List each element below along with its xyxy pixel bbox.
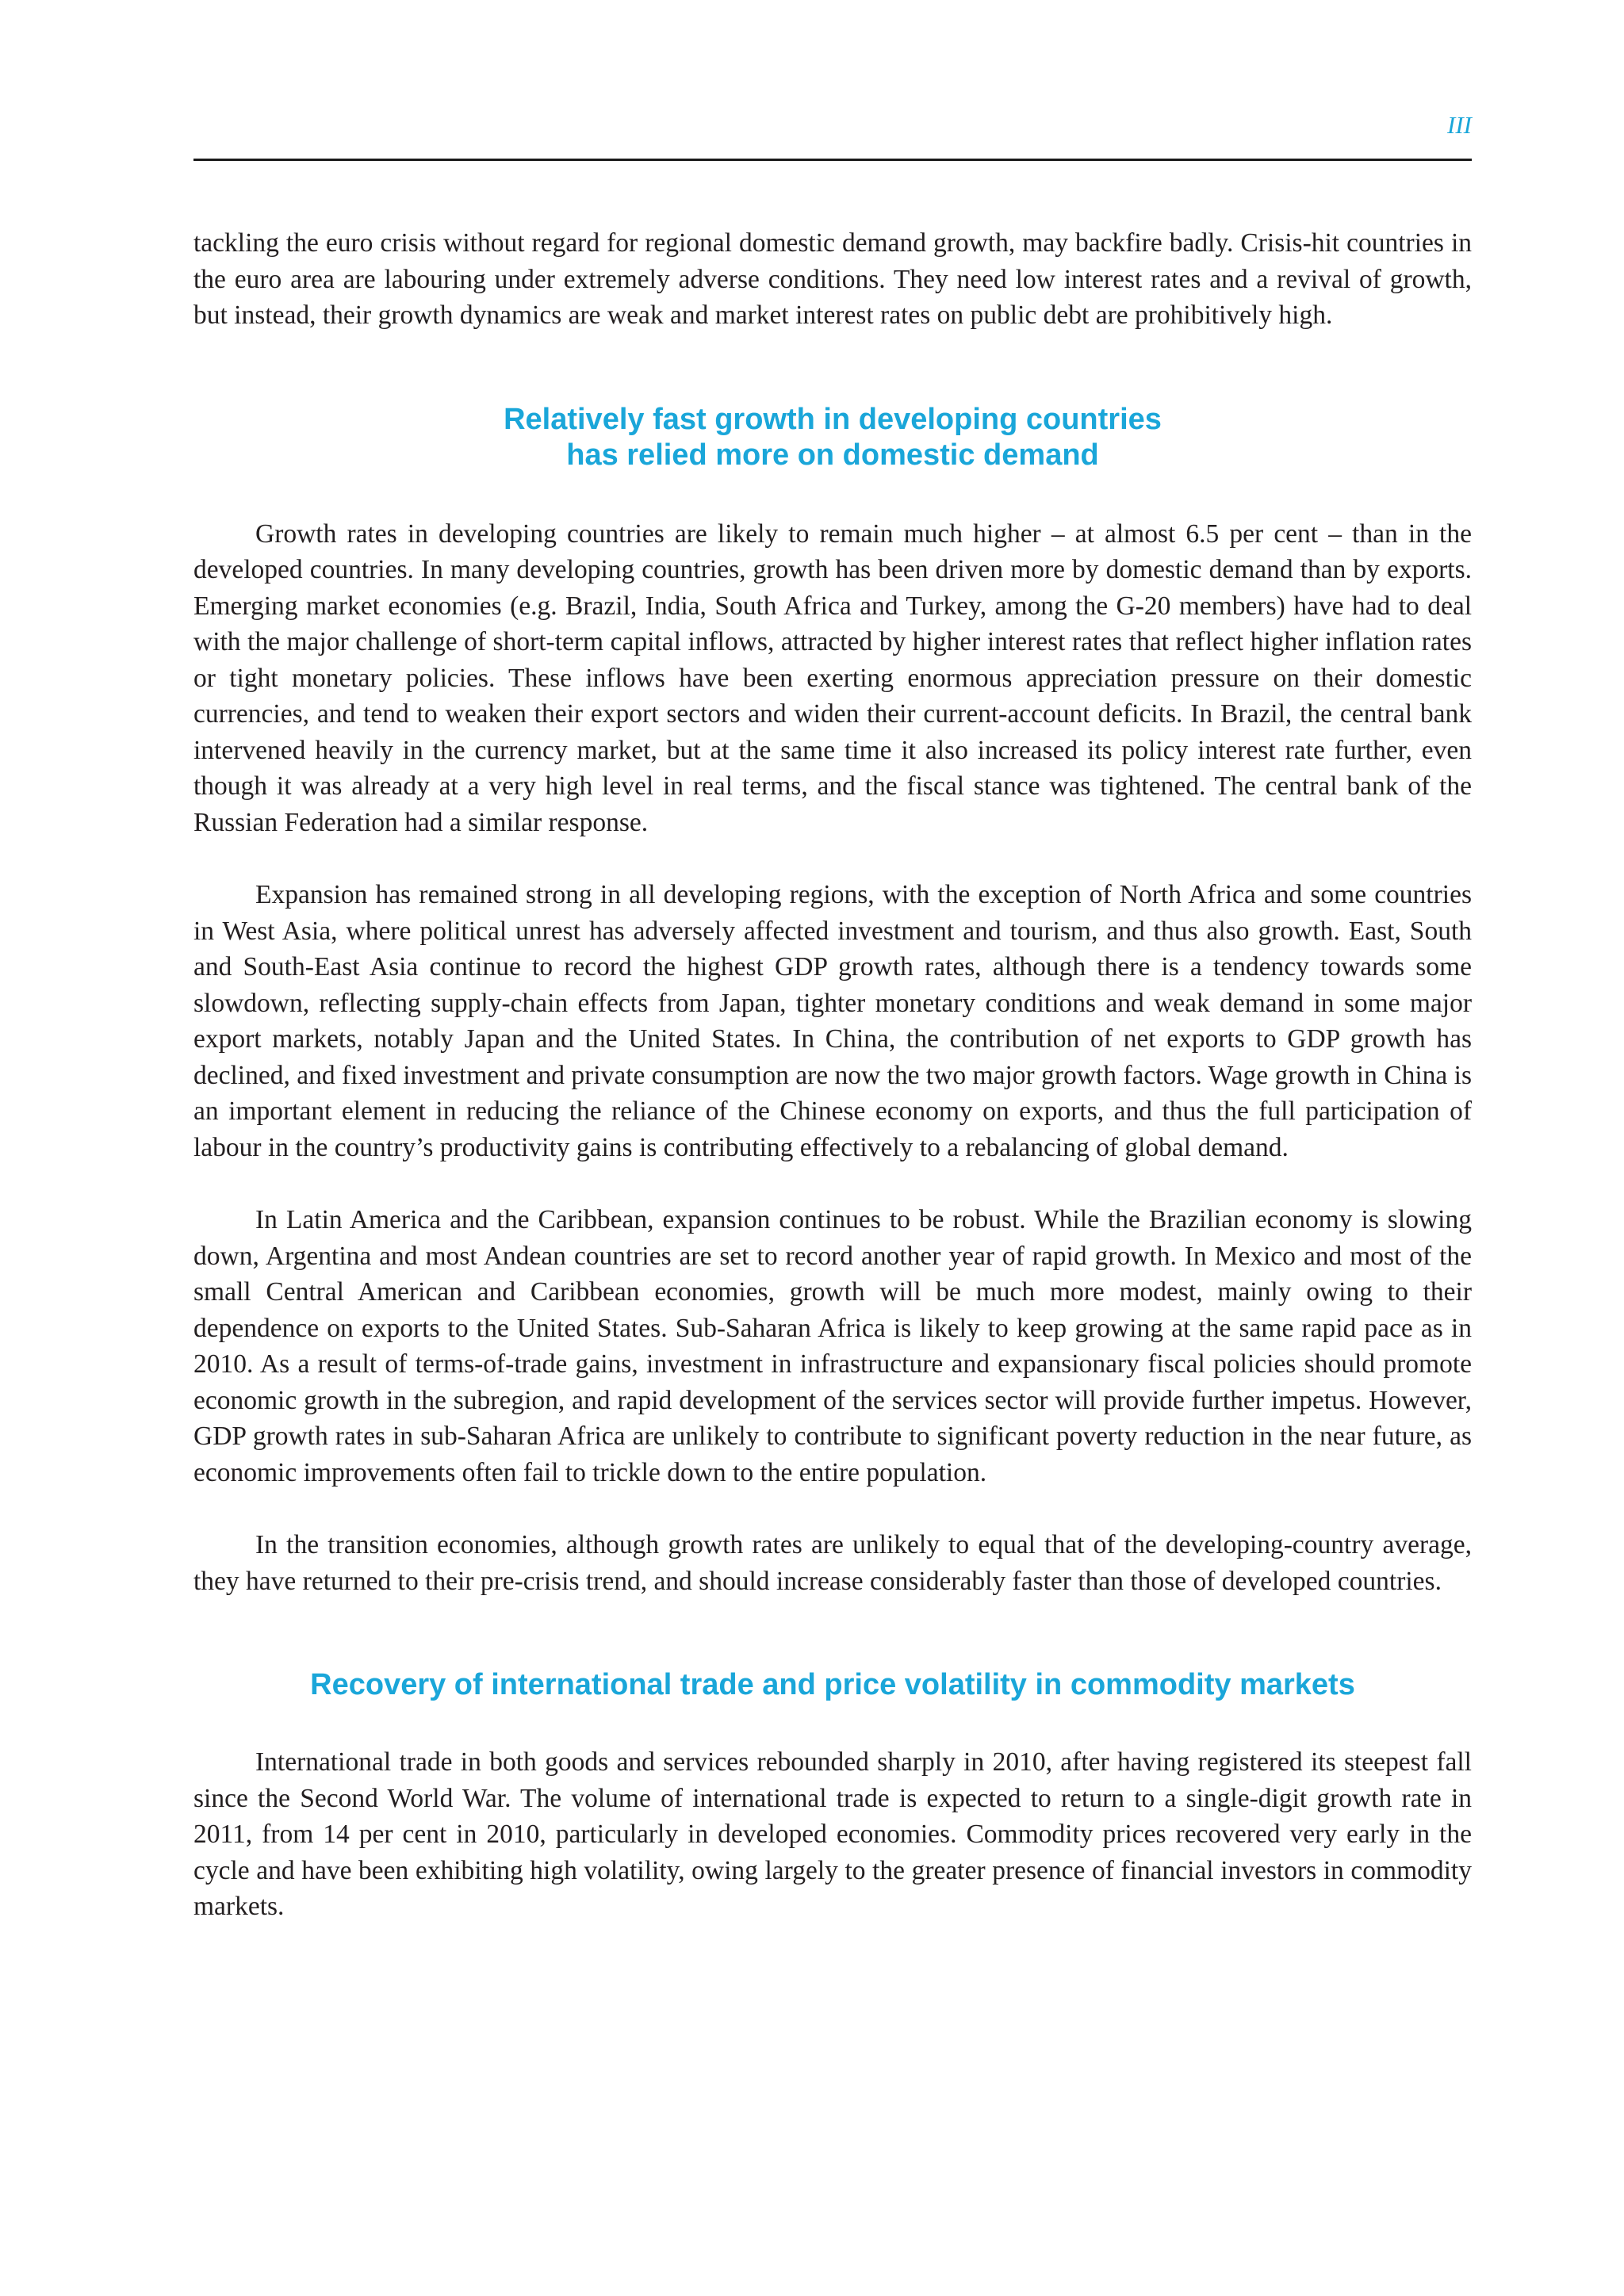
body-paragraph: In the transition economies, although growth rates are unlikely to equal that of the developing-country average, they have returned to their pre-crisis trend, and should increase considerably faster than those of developed countries. xyxy=(193,1530,1472,1596)
section-heading xyxy=(193,1667,1472,1703)
body-paragraph: tackling the euro crisis without regard for regional domestic demand growth, may backfire badly. Crisis-hit countries in the euro area are labouring under extremely adverse conditions. They need low interest rates and a revival of growth, but instead, their growth dynamics are weak and market interest rates on public debt are prohibitively high. xyxy=(193,228,1472,330)
section-heading xyxy=(193,402,1472,473)
section-heading-line: has relied more on domestic demand xyxy=(566,438,1099,472)
page-number: III xyxy=(1447,111,1472,139)
section-heading-line: Relatively fast growth in developing countries xyxy=(504,402,1162,436)
body-paragraph: International trade in both goods and services rebounded sharply in 2010, after having registered its steepest fall since the Second World War. The volume of international trade is expected to return to a single-digit growth rate in 2011, from 14 per cent in 2010, particularly in developed economies. Commodity prices recovered very early in the cycle and have been exhibiting high volatility, owing largely to the greater presence of financial investors in commodity markets. xyxy=(193,1747,1472,1921)
section-heading-line: Recovery of international trade and price volatility in commodity markets xyxy=(310,1668,1355,1701)
body-paragraph: Growth rates in developing countries are likely to remain much higher – at almost 6.5 per cent – than in the developed countries. In many developing countries, growth has been driven more by domestic demand than by exports. Emerging market economies (e.g. Brazil, India, South Africa and Turkey, among the G-20 members) have had to deal with the major challenge of short-term capital inflows, attracted by higher interest rates that reflect higher inflation rates or tight monetary policies. These inflows have been exerting enormous appreciation pressure on their domestic currencies, and tend to weaken their export sectors and widen their current-account deficits. In Brazil, the central bank intervened heavily in the currency market, but at the same time it also increased its policy interest rate further, even though it was already at a very high level in real terms, and the fiscal stance was tightened. The central bank of the Russian Federation had a similar response. xyxy=(193,519,1472,837)
header-rule xyxy=(193,159,1472,161)
body-paragraph: Expansion has remained strong in all developing regions, with the exception of North Africa and some countries in West Asia, where political unrest has adversely affected investment and tourism, and thus also growth. East, South and South-East Asia continue to record the highest GDP growth rates, although there is a tendency towards some slowdown, reflecting supply-chain effects from Japan, tighter monetary conditions and weak demand in some major export markets, notably Japan and the United States. In China, the contribution of net exports to GDP growth has declined, and fixed investment and private consumption are now the two major growth factors. Wage growth in China is an important element in reducing the reliance of the Chinese economy on exports, and thus the full participation of labour in the country’s productivity gains is contributing effectively to a rebalancing of global demand. xyxy=(193,880,1472,1162)
page-body xyxy=(193,225,1472,1925)
body-paragraph: In Latin America and the Caribbean, expansion continues to be robust. While the Brazilian economy is slowing down, Argentina and most Andean countries are set to record another year of rapid growth. In Mexico and most of the small Central American and Caribbean economies, growth will be much more modest, mainly owing to their dependence on exports to the United States. Sub-Saharan Africa is likely to keep growing at the same rapid pace as in 2010. As a result of terms-of-trade gains, investment in infrastructure and expansionary fiscal policies should promote economic growth in the subregion, and rapid development of the services sector will provide further impetus. However, GDP growth rates in sub-Saharan Africa are unlikely to contribute to significant poverty reduction in the near future, as economic improvements often fail to trickle down to the entire population. xyxy=(193,1205,1472,1487)
